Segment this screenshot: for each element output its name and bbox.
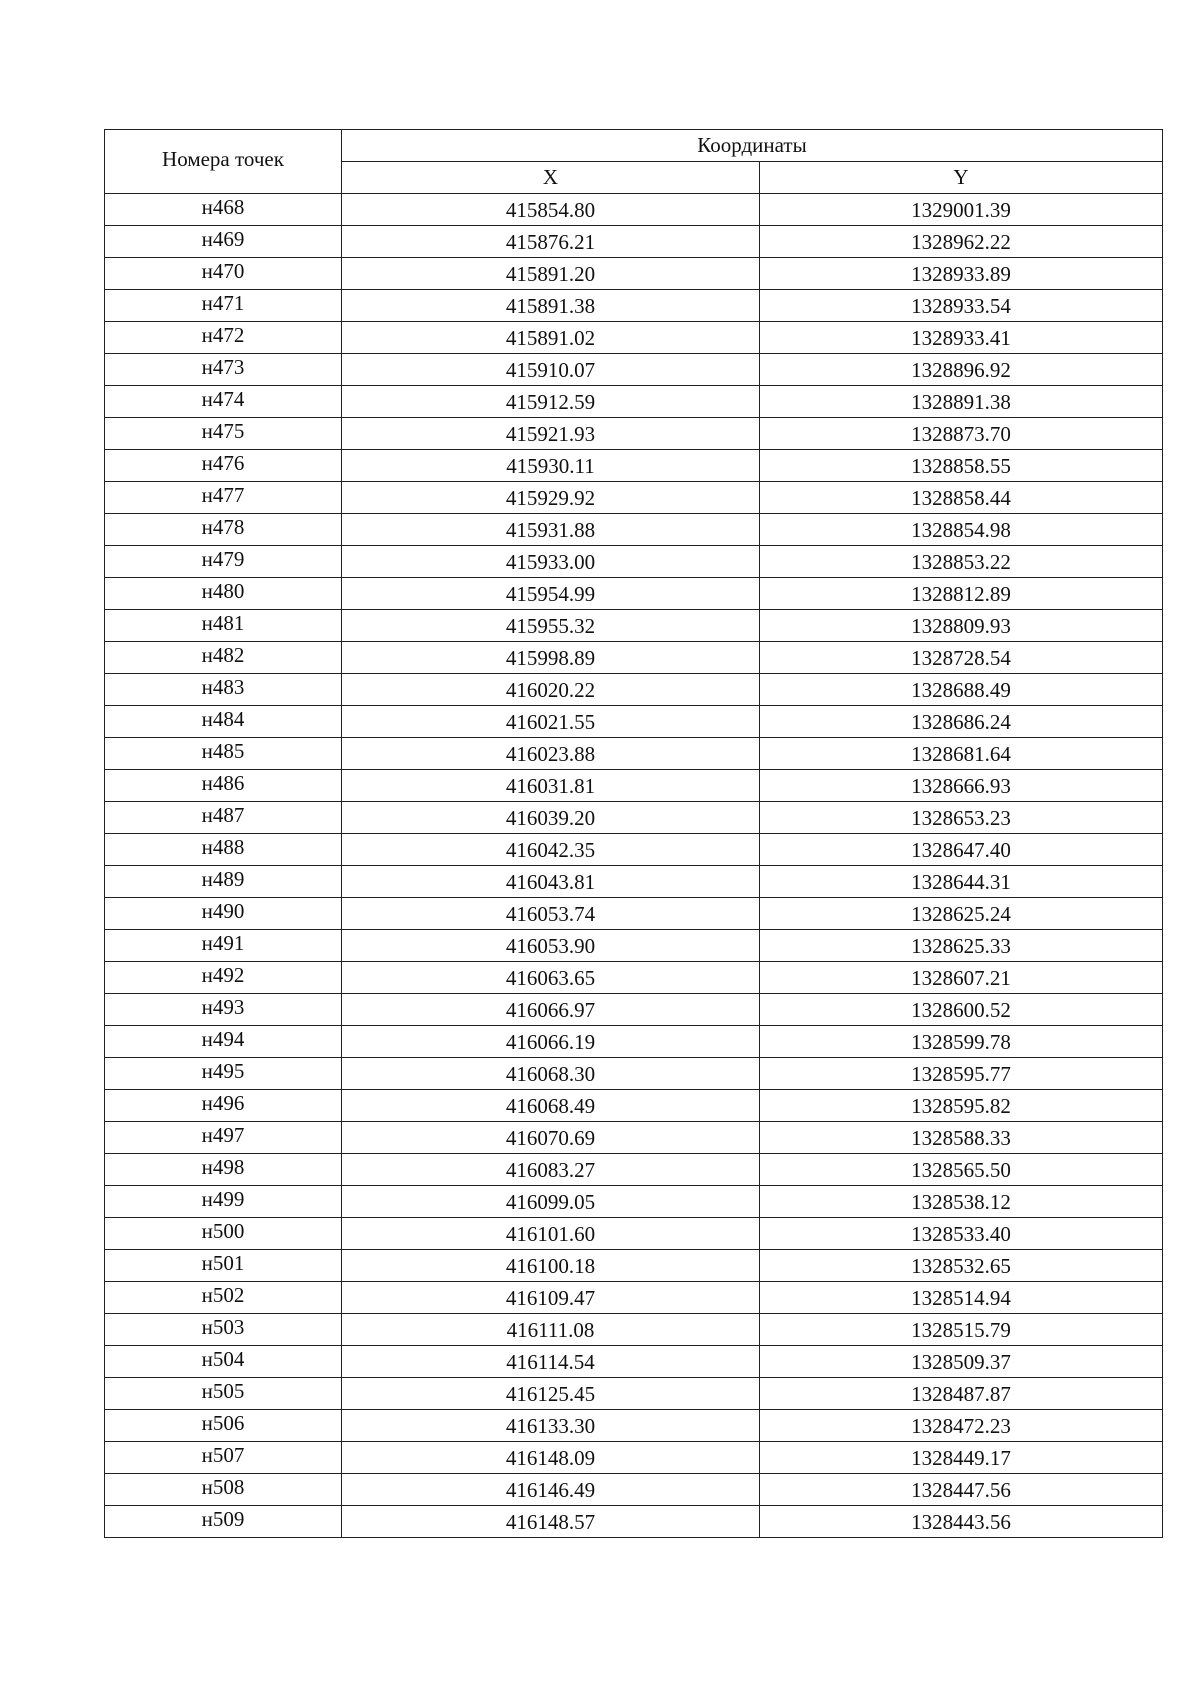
cell-x: 416114.54 [342, 1346, 760, 1378]
table-row [105, 930, 1163, 962]
cell-y: 1328625.33 [760, 930, 1163, 962]
cell-x: 415891.02 [342, 322, 760, 354]
cell-point-number: н479 [105, 546, 342, 578]
cell-y: 1328514.94 [760, 1282, 1163, 1314]
cell-x: 415876.21 [342, 226, 760, 258]
cell-y: 1328644.31 [760, 866, 1163, 898]
table-row [105, 1090, 1163, 1122]
cell-x: 416100.18 [342, 1250, 760, 1282]
cell-point-number: н508 [105, 1474, 342, 1506]
table-row [105, 226, 1163, 258]
cell-point-number: н468 [105, 194, 342, 226]
table-row [105, 386, 1163, 418]
cell-y: 1328565.50 [760, 1154, 1163, 1186]
cell-x: 416083.27 [342, 1154, 760, 1186]
cell-x: 416053.74 [342, 898, 760, 930]
table-row [105, 1442, 1163, 1474]
cell-x: 416023.88 [342, 738, 760, 770]
table-row [105, 1474, 1163, 1506]
cell-x: 416109.47 [342, 1282, 760, 1314]
cell-y: 1328853.22 [760, 546, 1163, 578]
cell-x: 415910.07 [342, 354, 760, 386]
cell-y: 1328538.12 [760, 1186, 1163, 1218]
cell-x: 416020.22 [342, 674, 760, 706]
table-row [105, 1218, 1163, 1250]
cell-x: 415931.88 [342, 514, 760, 546]
cell-point-number: н503 [105, 1314, 342, 1346]
table-row [105, 418, 1163, 450]
cell-y: 1328858.55 [760, 450, 1163, 482]
cell-point-number: н478 [105, 514, 342, 546]
cell-point-number: н470 [105, 258, 342, 290]
cell-y: 1328595.82 [760, 1090, 1163, 1122]
table-row [105, 834, 1163, 866]
table-row [105, 258, 1163, 290]
header-y: Y [760, 162, 1163, 194]
table-row [105, 1122, 1163, 1154]
cell-x: 416146.49 [342, 1474, 760, 1506]
cell-x: 416068.30 [342, 1058, 760, 1090]
table-row [105, 1282, 1163, 1314]
cell-point-number: н506 [105, 1410, 342, 1442]
header-row-top [105, 130, 1163, 162]
header-x: X [342, 162, 760, 194]
cell-point-number: н493 [105, 994, 342, 1026]
cell-point-number: н474 [105, 386, 342, 418]
cell-point-number: н490 [105, 898, 342, 930]
cell-y: 1328854.98 [760, 514, 1163, 546]
table-row [105, 1314, 1163, 1346]
cell-point-number: н505 [105, 1378, 342, 1410]
cell-point-number: н477 [105, 482, 342, 514]
cell-y: 1328728.54 [760, 642, 1163, 674]
cell-point-number: н476 [105, 450, 342, 482]
table-row [105, 898, 1163, 930]
table-row [105, 1378, 1163, 1410]
cell-y: 1328686.24 [760, 706, 1163, 738]
cell-x: 416070.69 [342, 1122, 760, 1154]
cell-point-number: н491 [105, 930, 342, 962]
table-row [105, 706, 1163, 738]
cell-point-number: н496 [105, 1090, 342, 1122]
cell-y: 1328607.21 [760, 962, 1163, 994]
cell-y: 1328809.93 [760, 610, 1163, 642]
cell-y: 1328443.56 [760, 1506, 1163, 1538]
header-point-numbers: Номера точек [105, 130, 342, 194]
cell-point-number: н502 [105, 1282, 342, 1314]
table-row [105, 450, 1163, 482]
table-row [105, 1058, 1163, 1090]
cell-y: 1328666.93 [760, 770, 1163, 802]
cell-point-number: н486 [105, 770, 342, 802]
table-row [105, 866, 1163, 898]
cell-x: 416111.08 [342, 1314, 760, 1346]
cell-point-number: н499 [105, 1186, 342, 1218]
cell-point-number: н473 [105, 354, 342, 386]
cell-y: 1328858.44 [760, 482, 1163, 514]
cell-point-number: н489 [105, 866, 342, 898]
cell-y: 1329001.39 [760, 194, 1163, 226]
cell-x: 415929.92 [342, 482, 760, 514]
cell-x: 416099.05 [342, 1186, 760, 1218]
cell-point-number: н471 [105, 290, 342, 322]
cell-x: 416063.65 [342, 962, 760, 994]
cell-point-number: н481 [105, 610, 342, 642]
cell-y: 1328933.89 [760, 258, 1163, 290]
cell-point-number: н488 [105, 834, 342, 866]
cell-x: 416043.81 [342, 866, 760, 898]
table-row [105, 290, 1163, 322]
cell-x: 416068.49 [342, 1090, 760, 1122]
table-row [105, 994, 1163, 1026]
table-row [105, 1154, 1163, 1186]
cell-x: 416066.97 [342, 994, 760, 1026]
cell-x: 416039.20 [342, 802, 760, 834]
cell-point-number: н497 [105, 1122, 342, 1154]
cell-y: 1328595.77 [760, 1058, 1163, 1090]
cell-x: 415891.20 [342, 258, 760, 290]
cell-y: 1328472.23 [760, 1410, 1163, 1442]
table-row [105, 738, 1163, 770]
cell-x: 416042.35 [342, 834, 760, 866]
cell-y: 1328625.24 [760, 898, 1163, 930]
cell-x: 415930.11 [342, 450, 760, 482]
table-row [105, 546, 1163, 578]
cell-y: 1328599.78 [760, 1026, 1163, 1058]
cell-y: 1328532.65 [760, 1250, 1163, 1282]
table-row [105, 354, 1163, 386]
cell-y: 1328509.37 [760, 1346, 1163, 1378]
cell-point-number: н507 [105, 1442, 342, 1474]
table-row [105, 322, 1163, 354]
cell-point-number: н483 [105, 674, 342, 706]
cell-y: 1328600.52 [760, 994, 1163, 1026]
cell-point-number: н500 [105, 1218, 342, 1250]
table-header [105, 130, 1163, 194]
cell-x: 416148.57 [342, 1506, 760, 1538]
table-row [105, 1346, 1163, 1378]
cell-y: 1328962.22 [760, 226, 1163, 258]
cell-y: 1328449.17 [760, 1442, 1163, 1474]
cell-point-number: н494 [105, 1026, 342, 1058]
cell-point-number: н472 [105, 322, 342, 354]
cell-point-number: н480 [105, 578, 342, 610]
cell-x: 415954.99 [342, 578, 760, 610]
table-row [105, 802, 1163, 834]
table-row [105, 674, 1163, 706]
table-row [105, 770, 1163, 802]
table-row [105, 578, 1163, 610]
table-row [105, 1026, 1163, 1058]
cell-x: 415955.32 [342, 610, 760, 642]
cell-point-number: н482 [105, 642, 342, 674]
cell-y: 1328647.40 [760, 834, 1163, 866]
cell-x: 416148.09 [342, 1442, 760, 1474]
cell-x: 416066.19 [342, 1026, 760, 1058]
cell-y: 1328891.38 [760, 386, 1163, 418]
cell-point-number: н498 [105, 1154, 342, 1186]
cell-x: 415891.38 [342, 290, 760, 322]
cell-y: 1328933.41 [760, 322, 1163, 354]
cell-y: 1328487.87 [760, 1378, 1163, 1410]
cell-x: 416101.60 [342, 1218, 760, 1250]
cell-point-number: н487 [105, 802, 342, 834]
cell-point-number: н475 [105, 418, 342, 450]
table-row [105, 610, 1163, 642]
cell-y: 1328653.23 [760, 802, 1163, 834]
cell-point-number: н509 [105, 1506, 342, 1538]
table-row [105, 1506, 1163, 1538]
cell-x: 416053.90 [342, 930, 760, 962]
cell-x: 415912.59 [342, 386, 760, 418]
cell-y: 1328515.79 [760, 1314, 1163, 1346]
table-row [105, 482, 1163, 514]
cell-point-number: н484 [105, 706, 342, 738]
cell-y: 1328873.70 [760, 418, 1163, 450]
cell-y: 1328896.92 [760, 354, 1163, 386]
cell-x: 415854.80 [342, 194, 760, 226]
table-row [105, 1410, 1163, 1442]
cell-x: 416031.81 [342, 770, 760, 802]
table-row [105, 642, 1163, 674]
table-row [105, 194, 1163, 226]
cell-x: 416021.55 [342, 706, 760, 738]
cell-point-number: н469 [105, 226, 342, 258]
cell-x: 416125.45 [342, 1378, 760, 1410]
cell-point-number: н495 [105, 1058, 342, 1090]
cell-x: 415998.89 [342, 642, 760, 674]
cell-y: 1328688.49 [760, 674, 1163, 706]
cell-point-number: н485 [105, 738, 342, 770]
cell-y: 1328533.40 [760, 1218, 1163, 1250]
cell-x: 415921.93 [342, 418, 760, 450]
table-row [105, 1250, 1163, 1282]
table-row [105, 1186, 1163, 1218]
cell-y: 1328681.64 [760, 738, 1163, 770]
header-coordinates: Координаты [342, 130, 1163, 162]
table-row [105, 514, 1163, 546]
table-row [105, 962, 1163, 994]
cell-point-number: н492 [105, 962, 342, 994]
cell-y: 1328447.56 [760, 1474, 1163, 1506]
cell-point-number: н501 [105, 1250, 342, 1282]
table-body [105, 194, 1163, 1538]
cell-y: 1328812.89 [760, 578, 1163, 610]
coordinates-table [104, 129, 1163, 1538]
cell-y: 1328933.54 [760, 290, 1163, 322]
cell-x: 416133.30 [342, 1410, 760, 1442]
cell-x: 415933.00 [342, 546, 760, 578]
cell-y: 1328588.33 [760, 1122, 1163, 1154]
cell-point-number: н504 [105, 1346, 342, 1378]
